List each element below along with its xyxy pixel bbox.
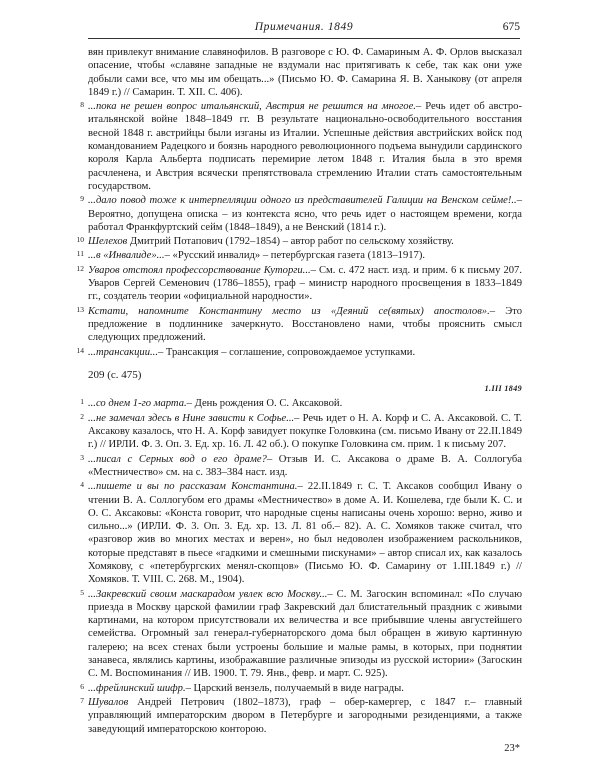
note-number: 11 [76,249,84,259]
note-item [80,452,522,480]
note-text: Дмитрий Потапович (1792–1854) – автор работ по сельскому хозяйству. [127,236,454,248]
note-item [76,249,522,262]
note-text: Трансакция – соглашение, сопровождаемое уступками. [163,346,416,358]
running-head [88,20,520,39]
note-number: 5 [80,587,84,597]
note-text: Андрей Петрович (1802–1873), граф – обер-камергер, с 1847 г.– главный управляющий императорским двором в Петербурге и загородными резиденциями, а также заведующий императорскою конторою. [88,696,522,735]
note-text: «Русский инвалид» – петербургская газета (1813–1917). [169,250,426,262]
note-lemma: ...фрейлинский шифр.– [88,682,191,694]
note-text: С. М. Загоскин вспоминал: «По случаю приезда в Москву царской фамилии граф Закревский дал блистательный праздник с живыми картинами, на котором присутствовали их величества и все прибывшие члены августейшего семейства. Огромный зал генерал-губернаторского дома был обращен в живую картинную галерею; на всех стенах были устроены большие и малые рамы, в которых, при поднятии занавеса, являлись картины, изображавшие различные эпизоды из русской истории» (Загоскин С. М. Воспоминания // ИВ. 1900. Т. 79. Янв., февр. и март. С. 925). [88,588,522,680]
note-text: Это предложение в подлиннике зачеркнуто. Восстановлено нами, чтобы прояснить смысл следующих предложений. [88,305,522,344]
note-number: 13 [76,304,84,314]
note-text: Царский вензель, получаемый в виде награды. [190,682,404,694]
note-lemma: ...пишете и вы по рассказам Константина.– [88,481,303,493]
note-lemma: Шелехов [88,236,128,248]
note-number: 12 [76,263,84,273]
running-head-title: Примечания. 1849 [254,21,354,33]
note-lemma: ...в «Инвалиде»...– [88,250,170,262]
note-lemma: Шувалов [88,696,129,708]
note-lemma: ...пока не решен вопрос итальянский, Австрия не решится на многое.– [88,101,422,113]
note-number: 7 [80,695,84,705]
note-number: 9 [80,194,84,204]
note-text: Речь идет о Н. А. Корф и С. А. Аксаковой. С. Т. Аксакову казалось, что Н. А. Корф завидует покупке Головкина (см. письмо Ивану от 22.II.1849 г.) // ИРЛИ. Ф. 3. Оп. 3. Ед. хр. 16. Л. 42 об.). О покупке Головкина см. прим. 1 к письму 207. [88,412,522,451]
note-lemma: ...писал с Серных вод о его драме?– [88,453,273,465]
note-lemma: ...Закревский своим маскарадом увлек всю Москву...– [88,588,333,600]
note-number: 14 [76,345,84,355]
note-text: Отзыв И. С. Аксакова о драме В. А. Соллогуба «Местничество» см. на с. 383–384 наст. изд. [88,453,522,478]
page-body [76,46,522,736]
note-lemma: ...не замечал здесь в Нине зависти к Софье...– [88,412,300,424]
note-lemma: ...дало повод тоже к интерпелляции одного из представителей Галиции на Венском сейме!..– [88,195,522,207]
note-item [80,480,522,586]
note-number: 6 [80,681,84,691]
note-lemma: ...трансакции...– [88,346,164,358]
note-item [80,100,522,193]
note-item [80,397,522,410]
note-item [80,194,522,234]
note-text: Вероятно, допущена описка – из контекста ясно, что речь идет о настоящем времени, когда работал Франкфуртский сейм (1848–1849), а не Венский (1814 г.). [88,208,522,233]
note-text: Речь идет об австро-итальянской войне 1848–1849 гг. В результате национально-освободительного восстания весной 1848 г. австрийцы были изганы из Италии. Успешные действия австрийских войск под командованием Радецкого и боязнь народного революционного подъема вынудили сардинского короля Карла Альберта подписать перемирие летом 1848 г. Италия была в это время расчленена, и Австрия всячески препятствовала стремлению Италии стать самостоятельным государством. [88,101,522,192]
signature-mark: 23* [504,743,520,754]
note-item [80,587,522,681]
note-number: 4 [80,480,84,490]
intro-paragraph: вян привлекут внимание славянофилов. В разговоре с Ю. Ф. Самариным А. Ф. Орлов высказал опасение, чтобы «славяне западные не вздумали нас притягивать к себе, так как они уже добыли сами все, что мы им обещать...» (Письмо Ю. Ф. Самарина Я. В. Ханыкову (от апреля 1849 г.) // Самарин. Т. XII. С. 406). [88,47,522,98]
note-text: День рождения О. С. Аксаковой. [191,398,343,410]
note-item [76,345,522,359]
note-item [80,411,522,452]
note-lemma: Кстати, напомните Константину место из «Деяний се(вятых) апостолов».– [88,305,496,317]
section-heading: 209 (с. 475) [88,368,142,381]
note-number: 10 [76,235,84,245]
note-item [80,681,522,695]
page-number: 675 [502,21,520,33]
note-item [76,304,522,345]
note-number: 8 [80,100,84,110]
note-item [76,263,522,304]
note-lemma: ...со днем 1-го марта.– [88,398,192,410]
note-item [80,695,522,736]
note-text: 22.II.1849 г. С. Т. Аксаков сообщил Ивану о чтении В. А. Соллогубом его драмы «Местничество» в доме А. И. Кошелева, где были К. С. и О. С. Аксаковы: «Конста говорит, что народные сцены написаны очень хорошо: верно, живо и сильно...» (ИРЛИ. Ф. 3. Оп. 3. Ед. хр. 13. Л. 81 об.– 82). А. С. Хомяков также считал, что «разговор жив во многих местах и верен», но был недоволен изображением раскольников, которые представят в пьесе «гадкими и смешными пискунами» – автор списал их, как казалось Хомякову, с «петербургских менял-скопцов» (Письмо Ю. Ф. Самарину от 1.III.1849 г.) // Хомяков. Т. VIII. С. 268. М., 1904). [88,481,522,586]
note-item [76,235,522,248]
notes-list-208 [76,100,522,359]
note-number: 3 [80,452,84,462]
note-number: 2 [80,411,84,421]
notes-list-209 [80,397,522,735]
note-lemma: Уваров отстоял профессорствование Куторги...– [88,264,316,276]
section-date: 1.III 1849 [484,384,522,394]
note-number: 1 [80,397,84,407]
note-text: См. с. 472 наст. изд. и прим. 6 к письму 207. Уваров Сергей Семенович (1786–1855), граф – министр народного просвещения в 1833–1849 гг., создатель теории «официальной народности». [88,264,522,303]
